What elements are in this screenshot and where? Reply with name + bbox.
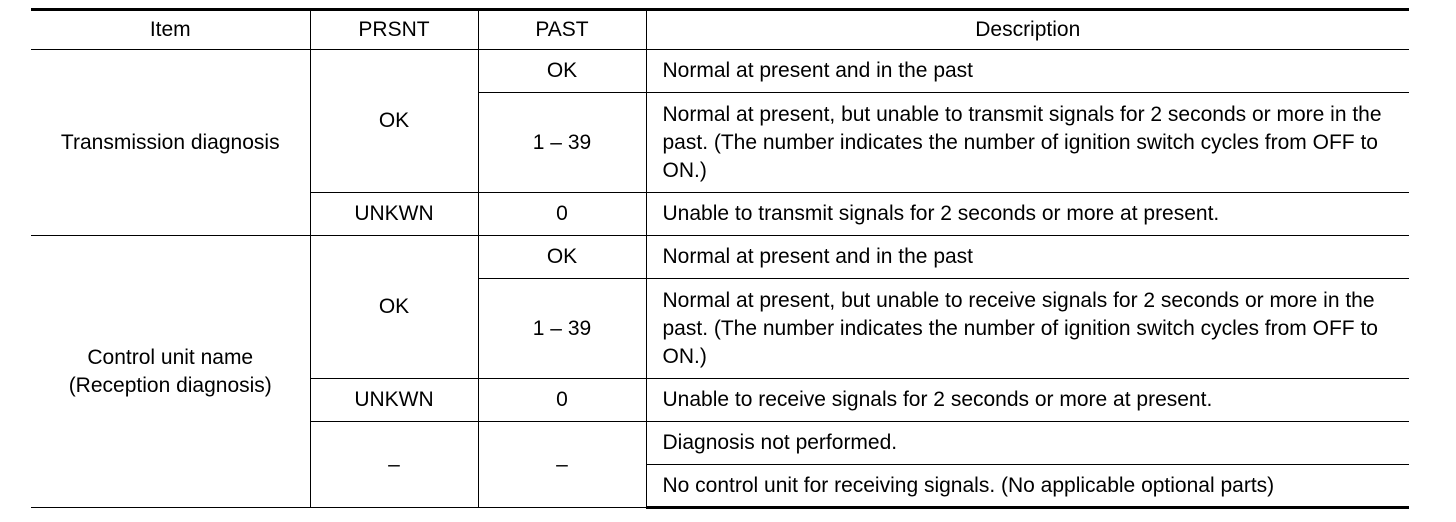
transmission-desc-range: Normal at present, but unable to transmit signals for 2 seconds or more in the past. (The number indicates the number of ignition switch cycles from OFF to ON.) [646, 93, 1409, 193]
table-row [31, 50, 1409, 93]
reception-past-zero: 0 [478, 379, 646, 422]
table-row [31, 236, 1409, 279]
diagnosis-table [31, 8, 1409, 509]
transmission-prsnt-ok: OK [310, 50, 478, 193]
reception-desc-not-performed: Diagnosis not performed. [646, 422, 1409, 465]
transmission-past-ok: OK [478, 50, 646, 93]
reception-desc-ok: Normal at present and in the past [646, 236, 1409, 279]
reception-desc-zero: Unable to receive signals for 2 seconds or more at present. [646, 379, 1409, 422]
reception-desc-range: Normal at present, but unable to receive signals for 2 seconds or more in the past. (The number indicates the number of ignition switch cycles from OFF to ON.) [646, 279, 1409, 379]
header-item: Item [31, 10, 310, 50]
transmission-desc-zero: Unable to transmit signals for 2 seconds or more at present. [646, 193, 1409, 236]
reception-item-line2: (Reception diagnosis) [68, 373, 272, 397]
header-past: PAST [478, 10, 646, 50]
reception-prsnt-dash: – [310, 422, 478, 508]
transmission-desc-ok: Normal at present and in the past [646, 50, 1409, 93]
reception-item-line1: Control unit name [87, 345, 254, 369]
transmission-item-cell: Transmission diagnosis [31, 50, 310, 236]
reception-desc-no-unit: No control unit for receiving signals. (No applicable optional parts) [646, 465, 1409, 508]
reception-item-cell [31, 236, 310, 508]
reception-prsnt-unkwn: UNKWN [310, 379, 478, 422]
transmission-prsnt-unkwn: UNKWN [310, 193, 478, 236]
header-row [31, 10, 1409, 50]
reception-past-dash: – [478, 422, 646, 508]
header-description: Description [646, 10, 1409, 50]
transmission-past-range: 1 – 39 [478, 93, 646, 193]
reception-past-ok: OK [478, 236, 646, 279]
transmission-past-zero: 0 [478, 193, 646, 236]
header-prsnt: PRSNT [310, 10, 478, 50]
reception-prsnt-ok: OK [310, 236, 478, 379]
reception-past-range: 1 – 39 [478, 279, 646, 379]
